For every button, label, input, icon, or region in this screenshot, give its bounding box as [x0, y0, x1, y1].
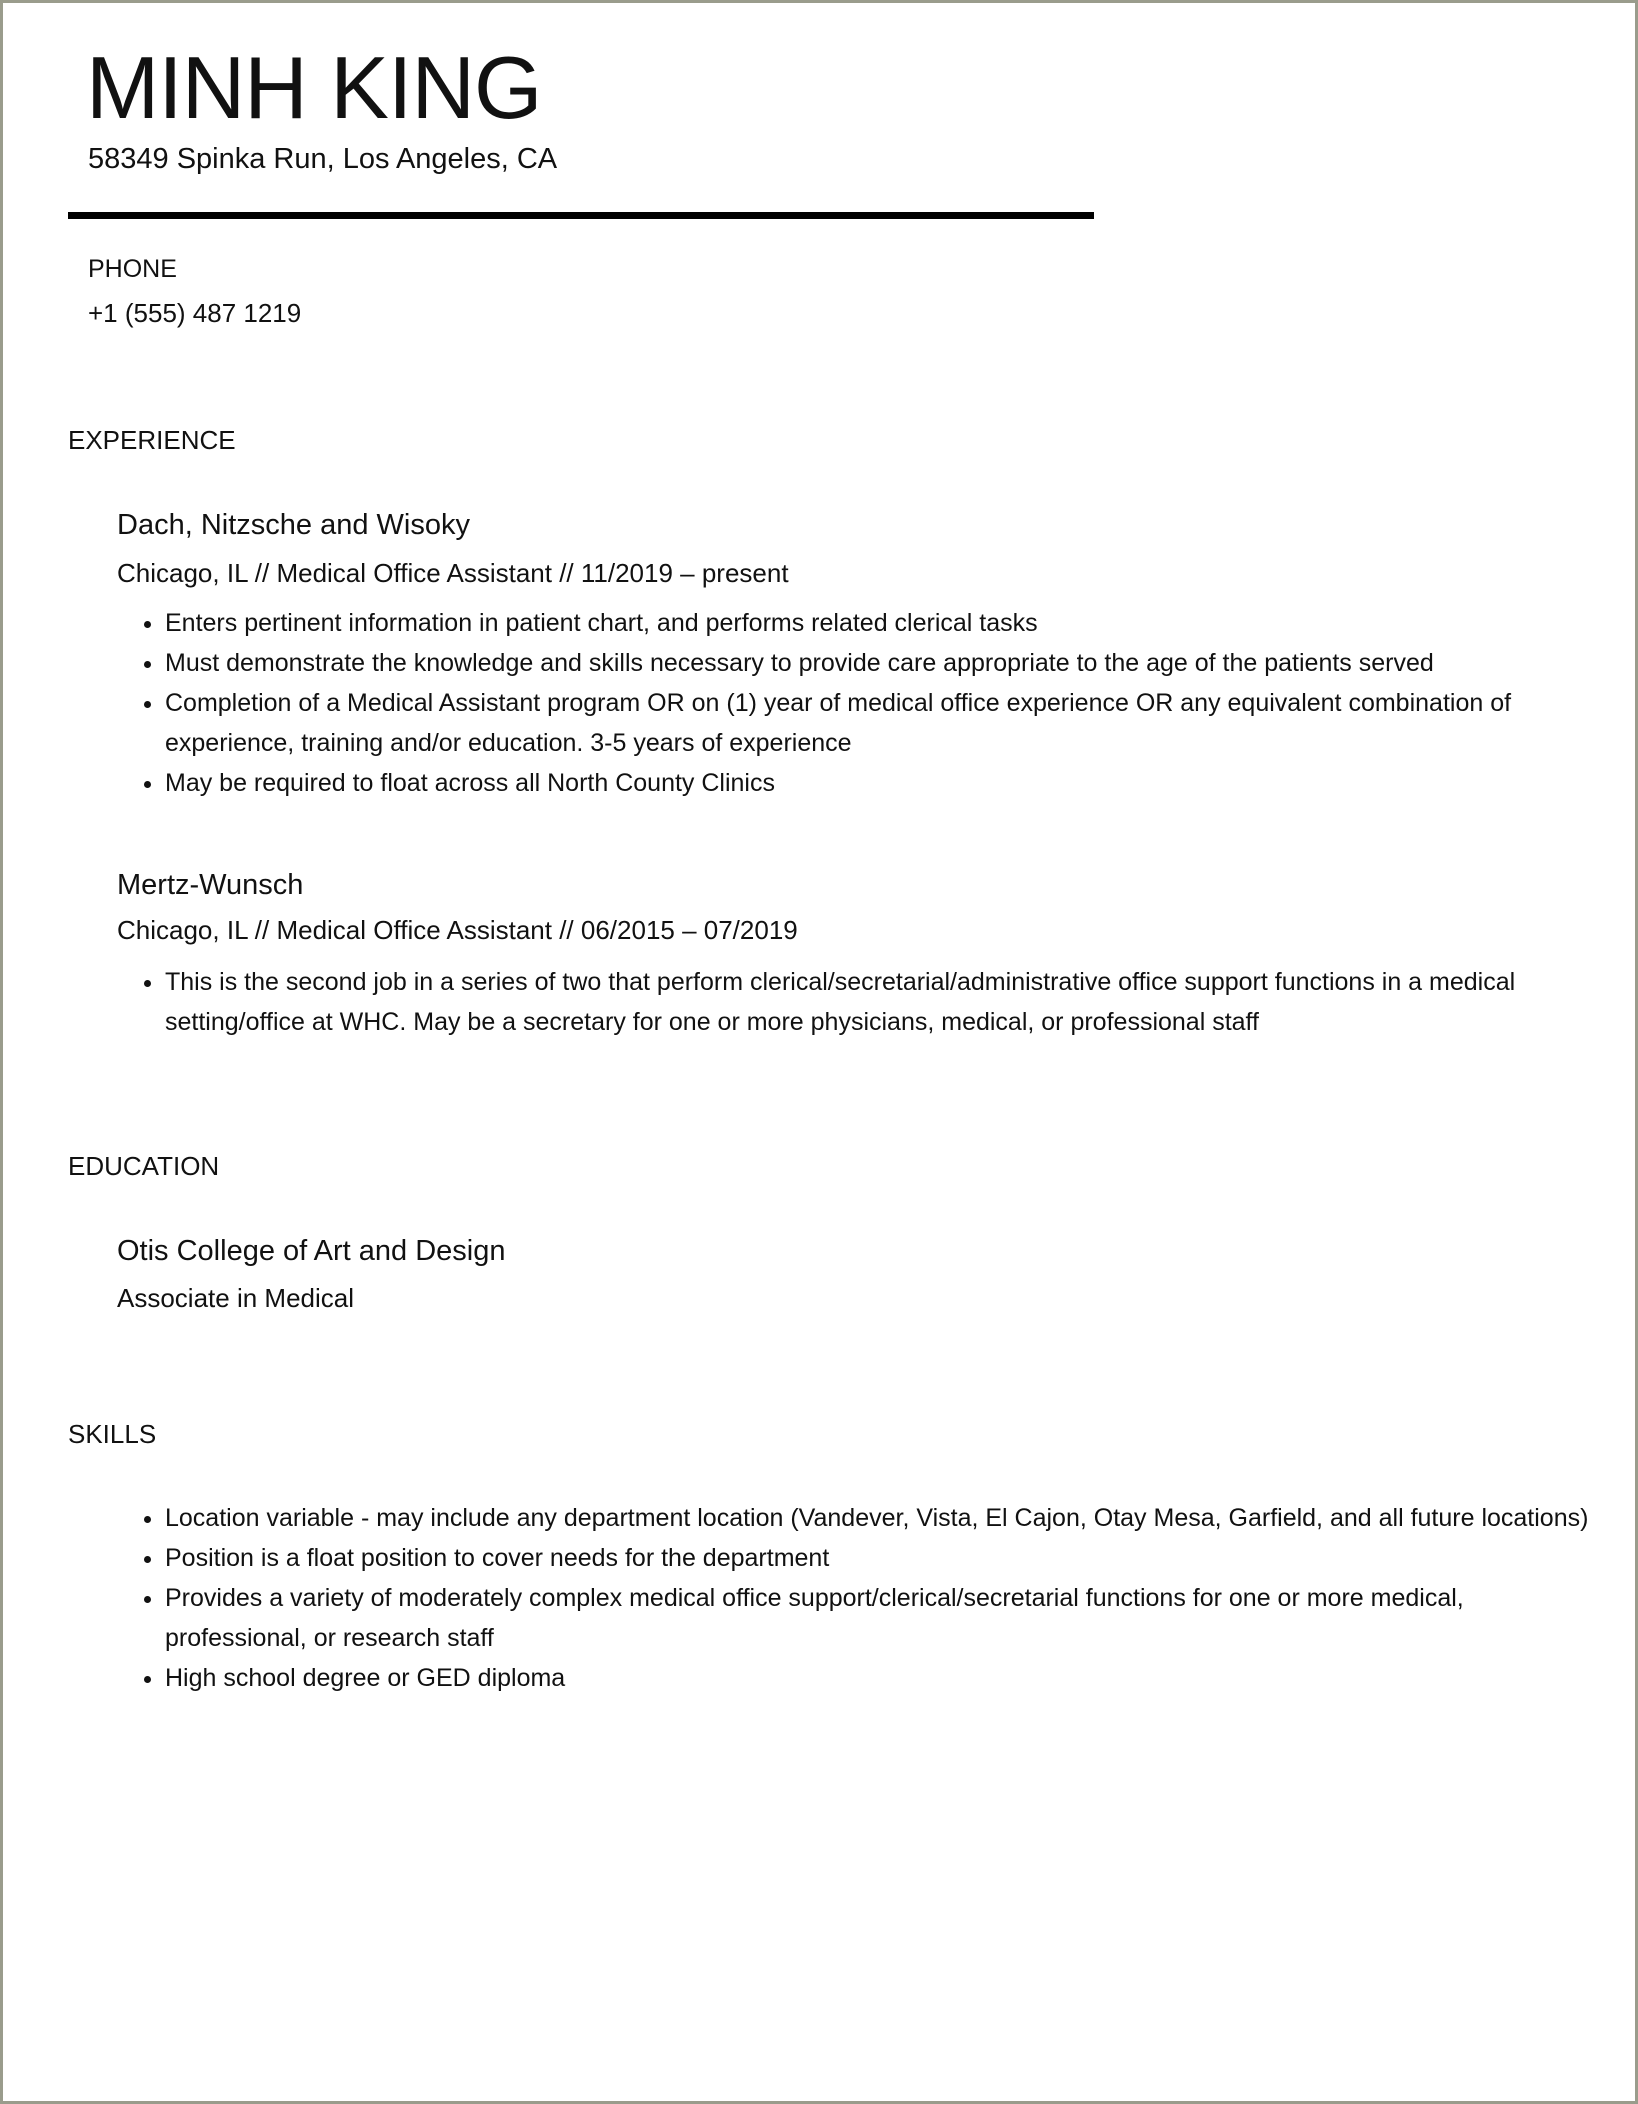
education-heading: EDUCATION — [68, 1151, 220, 1181]
list-item: • Enters pertinent information in patient chart, and performs related clerical tasks — [165, 603, 1605, 643]
list-item: • High school degree or GED diploma — [165, 1658, 1605, 1698]
list-item: • Completion of a Medical Assistant program OR on (1) year of medical office experience OR any equivalent combination of experience, training and/or education. 3-5 years of experience — [165, 683, 1605, 763]
phone-label: PHONE — [88, 255, 177, 283]
list-item: • Must demonstrate the knowledge and skills necessary to provide care appropriate to the age of the patients served — [165, 643, 1605, 683]
skills-list — [130, 1498, 1605, 1698]
degree: Associate in Medical — [117, 1283, 354, 1313]
skills-heading: SKILLS — [68, 1419, 157, 1449]
job-meta: Chicago, IL // Medical Office Assistant // 11/2019 – present — [117, 558, 789, 588]
list-item: • Location variable - may include any department location (Vandever, Vista, El Cajon, Otay Mesa, Garfield, and all future locations) — [165, 1498, 1605, 1538]
list-item: • Position is a float position to cover needs for the department — [165, 1538, 1605, 1578]
phone-value: +1 (555) 487 1219 — [88, 298, 302, 328]
experience-heading: EXPERIENCE — [68, 425, 236, 455]
list-item: • This is the second job in a series of two that perform clerical/secretarial/administrative office support functions in a medical setting/office at WHC. May be a secretary for one or more physicians, medical, or professional staff — [165, 962, 1605, 1042]
candidate-name: MINH KING — [86, 38, 542, 137]
job-company: Mertz-Wunsch — [117, 869, 304, 901]
list-item: • May be required to float across all North County Clinics — [165, 763, 1605, 803]
header-divider — [68, 212, 1094, 219]
job-company: Dach, Nitzsche and Wisoky — [117, 509, 470, 541]
school-name: Otis College of Art and Design — [117, 1235, 506, 1267]
job-bullets — [130, 603, 1605, 803]
address: 58349 Spinka Run, Los Angeles, CA — [88, 143, 558, 175]
list-item: • Provides a variety of moderately complex medical office support/clerical/secretarial functions for one or more medical, professional, or research staff — [165, 1578, 1605, 1658]
job-meta: Chicago, IL // Medical Office Assistant // 06/2015 – 07/2019 — [117, 915, 798, 945]
job-bullets — [130, 962, 1605, 1042]
